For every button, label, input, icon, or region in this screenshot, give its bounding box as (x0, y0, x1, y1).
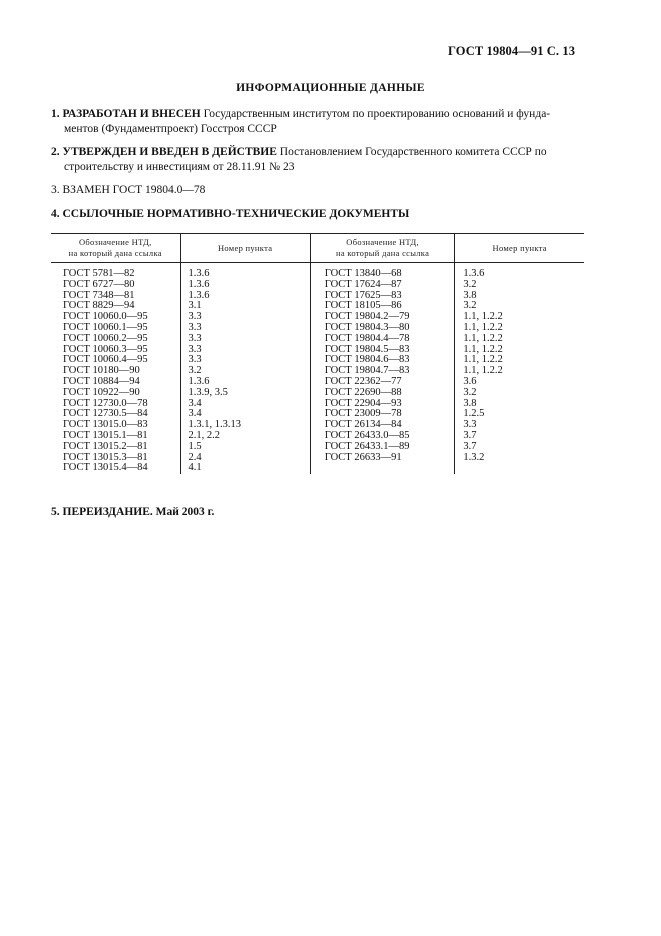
item-lead: РАЗРАБОТАН И ВНЕСЕН (62, 108, 201, 120)
info-item-references (51, 207, 599, 222)
ntd-designation-cell: ГОСТ 10060.1—95 (63, 321, 148, 333)
ntd-designation-cell: ГОСТ 8829—94 (63, 300, 135, 312)
clause-number-cell: 1.3.6 (180, 263, 310, 280)
ntd-designation-cell: ГОСТ 18105—86 (310, 301, 455, 312)
clause-number-cell: 3.8 (455, 399, 584, 410)
ntd-designation-cell: ГОСТ 13015.2—81 (63, 440, 148, 452)
ntd-designation-cell: ГОСТ 23009—78 (310, 409, 455, 420)
clause-number-cell: 3.2 (180, 366, 310, 377)
info-item-replaces (51, 183, 599, 198)
clause-number-cell: 4.1 (180, 463, 310, 474)
column-header-clause: Номер пункта (180, 234, 310, 263)
info-item-approved (51, 145, 599, 175)
ntd-designation-cell: ГОСТ 22362—77 (310, 377, 455, 388)
ntd-designation-cell: ГОСТ 17624—87 (310, 280, 455, 291)
page-header: ГОСТ 19804—91 С. 13 (448, 44, 576, 58)
clause-number-cell: 3.4 (180, 399, 310, 410)
ntd-designation-cell: ГОСТ 13015.0—83 (63, 419, 148, 431)
clause-number-cell: 3.8 (455, 291, 584, 302)
item-number: 3. (51, 184, 60, 196)
clause-number-cell: 2.4 (180, 453, 310, 464)
table-row (51, 388, 584, 399)
clause-number-cell: 3.7 (455, 442, 584, 453)
ntd-designation-cell: ГОСТ 12730.5—84 (63, 408, 148, 420)
ntd-designation-cell: ГОСТ 10060.2—95 (63, 332, 148, 344)
clause-number-cell: 3.2 (455, 388, 584, 399)
ntd-designation-cell: ГОСТ 19804.2—79 (310, 312, 455, 323)
ntd-designation-cell: ГОСТ 5781—82 (63, 268, 135, 279)
ntd-designation-cell: ГОСТ 7348—81 (63, 289, 135, 301)
clause-number-cell: 1.1, 1.2.2 (455, 323, 584, 334)
ntd-designation-cell: ГОСТ 13015.4—84 (63, 462, 148, 474)
clause-number-cell: 1.3.6 (180, 377, 310, 388)
clause-number-cell: 3.3 (180, 312, 310, 323)
clause-number-cell: 3.2 (455, 301, 584, 312)
ntd-designation-cell: ГОСТ 19804.5—83 (310, 345, 455, 356)
info-item-reissue (51, 505, 599, 520)
clause-number-cell: 1.1, 1.2.2 (455, 312, 584, 323)
ntd-designation-cell: ГОСТ 6727—80 (63, 278, 135, 290)
ntd-designation-cell: ГОСТ 26633—91 (310, 453, 455, 464)
clause-number-cell: 1.2.5 (455, 409, 584, 420)
clause-number-cell (455, 463, 584, 474)
clause-number-cell: 1.1, 1.2.2 (455, 334, 584, 345)
ntd-designation-cell: ГОСТ 19804.3—80 (310, 323, 455, 334)
column-header-designation (310, 234, 455, 263)
references-table (51, 233, 584, 474)
clause-number-cell: 1.1, 1.2.2 (455, 366, 584, 377)
ntd-designation-cell: ГОСТ 13015.3—81 (63, 451, 148, 463)
column-header-clause: Номер пункта (455, 234, 584, 263)
item-text: ВЗАМЕН ГОСТ 19804.0—78 (62, 184, 206, 196)
info-item-developed-by (51, 107, 599, 137)
ntd-designation-cell: ГОСТ 19804.7—83 (310, 366, 455, 377)
clause-number-cell: 1.3.1, 1.3.13 (180, 420, 310, 431)
document-title: ИНФОРМАЦИОННЫЕ ДАННЫЕ (236, 82, 425, 94)
ntd-designation-cell: ГОСТ 10180—90 (63, 365, 140, 377)
clause-number-cell: 3.2 (455, 280, 584, 291)
clause-number-cell: 3.3 (455, 420, 584, 431)
ntd-designation-cell: ГОСТ 10884—94 (63, 375, 140, 387)
clause-number-cell: 2.1, 2.2 (180, 431, 310, 442)
ntd-designation-cell: ГОСТ 19804.6—83 (310, 355, 455, 366)
table-row (51, 334, 584, 345)
ntd-designation-cell: ГОСТ 26433.0—85 (310, 431, 455, 442)
ntd-designation-cell: ГОСТ 10060.3—95 (63, 343, 148, 355)
clause-number-cell: 1.5 (180, 442, 310, 453)
clause-number-cell: 1.1, 1.2.2 (455, 355, 584, 366)
item-number: 1. (51, 108, 60, 120)
clause-number-cell: 3.4 (180, 409, 310, 420)
ntd-designation-cell: ГОСТ 13015.1—81 (63, 429, 148, 441)
ntd-designation-cell: ГОСТ 13840—68 (310, 263, 455, 280)
clause-number-cell: 1.3.6 (455, 263, 584, 280)
clause-number-cell: 3.3 (180, 345, 310, 356)
header-line: на который дана ссылка (68, 248, 162, 258)
clause-number-cell: 3.6 (455, 377, 584, 388)
ntd-designation-cell: ГОСТ 19804.4—78 (310, 334, 455, 345)
ntd-designation-cell: ГОСТ 22690—88 (310, 388, 455, 399)
clause-number-cell: 3.3 (180, 323, 310, 334)
ntd-designation-cell: ГОСТ 26433.1—89 (310, 442, 455, 453)
item-lead: УТВЕРЖДЕН И ВВЕДЕН В ДЕЙСТВИЕ (62, 146, 277, 158)
item-text: ССЫЛОЧНЫЕ НОРМАТИВНО-ТЕХНИЧЕСКИЕ ДОКУМЕНТЫ (62, 208, 410, 220)
clause-number-cell: 3.3 (180, 355, 310, 366)
column-header-designation (51, 234, 180, 263)
ntd-designation-cell: ГОСТ 10060.0—95 (63, 311, 148, 323)
ntd-designation-cell (310, 463, 455, 474)
ntd-designation-cell: ГОСТ 12730.0—78 (63, 397, 148, 409)
ntd-designation-cell: ГОСТ 26134—84 (310, 420, 455, 431)
item-text: ПЕРЕИЗДАНИЕ. Май 2003 г. (62, 506, 215, 518)
item-text-continued: ментов (Фундаментпроект) Госстроя СССР (64, 123, 277, 135)
clause-number-cell: 1.1, 1.2.2 (455, 345, 584, 356)
table-row (51, 280, 584, 291)
clause-number-cell: 1.3.9, 3.5 (180, 388, 310, 399)
item-number: 2. (51, 146, 60, 158)
table-row (51, 463, 584, 474)
clause-number-cell: 3.1 (180, 301, 310, 312)
clause-number-cell: 1.3.6 (180, 280, 310, 291)
header-line: на который дана ссылка (336, 248, 430, 258)
header-line: Обозначение НТД, (78, 237, 152, 247)
item-text: Государственным институтом по проектированию оснований и фунда- (203, 108, 551, 120)
ntd-designation-cell: ГОСТ 22904—93 (310, 399, 455, 410)
clause-number-cell: 1.3.2 (455, 453, 584, 464)
ntd-designation-cell: ГОСТ 17625—83 (310, 291, 455, 302)
table-row (51, 263, 584, 280)
item-text-continued: строительству и инвестициям от 28.11.91 № 23 (64, 161, 295, 173)
item-number: 5. (51, 506, 60, 518)
ntd-designation-cell: ГОСТ 10060.4—95 (63, 354, 148, 366)
item-text: Постановлением Государственного комитета СССР по (279, 146, 547, 158)
table-header-row (51, 234, 584, 263)
table-body (51, 263, 584, 475)
item-number: 4. (51, 208, 60, 220)
clause-number-cell: 3.7 (455, 431, 584, 442)
header-line: Обозначение НТД, (346, 237, 419, 247)
clause-number-cell: 1.3.6 (180, 291, 310, 302)
table-row (51, 442, 584, 453)
clause-number-cell: 3.3 (180, 334, 310, 345)
ntd-designation-cell: ГОСТ 10922—90 (63, 386, 140, 398)
